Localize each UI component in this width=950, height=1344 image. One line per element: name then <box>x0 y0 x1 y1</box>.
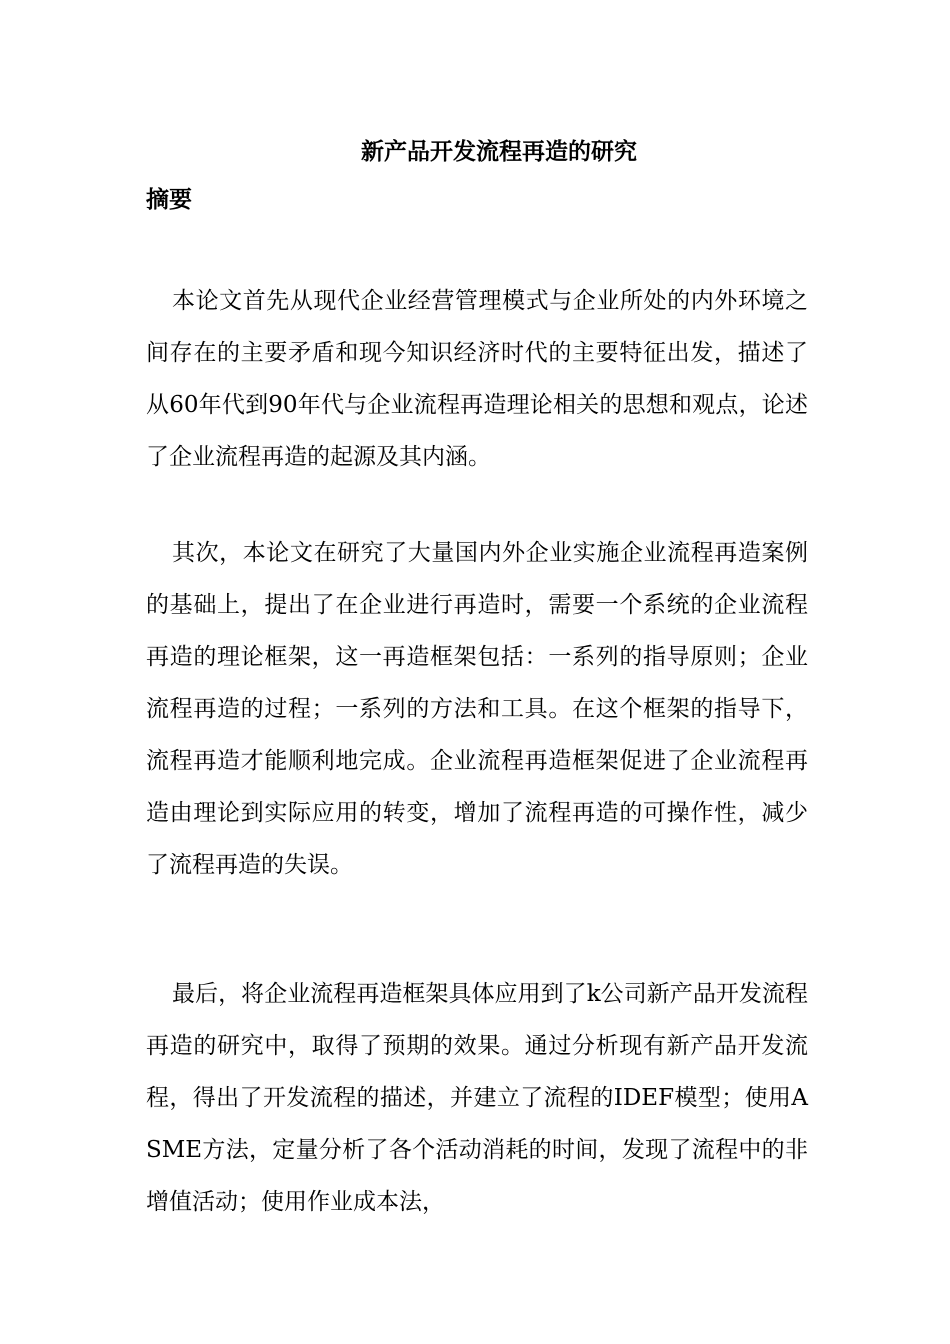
document-title: 新产品开发流程再造的研究 <box>361 138 637 165</box>
abstract-paragraph-1: 本论文首先从现代企业经营管理模式与企业所处的内外环境之间存在的主要矛盾和现今知识经济时代的主要特征出发，描述了从60年代到90年代与企业流程再造理论相关的思想和观点，论述了企业流程再造的起源及其内涵。 <box>146 288 808 470</box>
abstract-heading: 摘要 <box>146 186 192 213</box>
abstract-paragraph-2: 其次，本论文在研究了大量国内外企业实施企业流程再造案例的基础上，提出了在企业进行再造时，需要一个系统的企业流程再造的理论框架，这一再造框架包括：一系列的指导原则；企业流程再造的过程；一系列的方法和工具。在这个框架的指导下，流程再造才能顺利地完成。企业流程再造框架促进了企业流程再造由理论到实际应用的转变，增加了流程再造的可操作性，减少了流程再造的失误。 <box>146 540 808 878</box>
abstract-paragraph-3: 最后，将企业流程再造框架具体应用到了k公司新产品开发流程再造的研究中，取得了预期的效果。通过分析现有新产品开发流程，得出了开发流程的描述，并建立了流程的IDEF模型；使用ASME方法，定量分析了各个活动消耗的时间，发现了流程中的非增值活动；使用作业成本法， <box>146 981 808 1215</box>
